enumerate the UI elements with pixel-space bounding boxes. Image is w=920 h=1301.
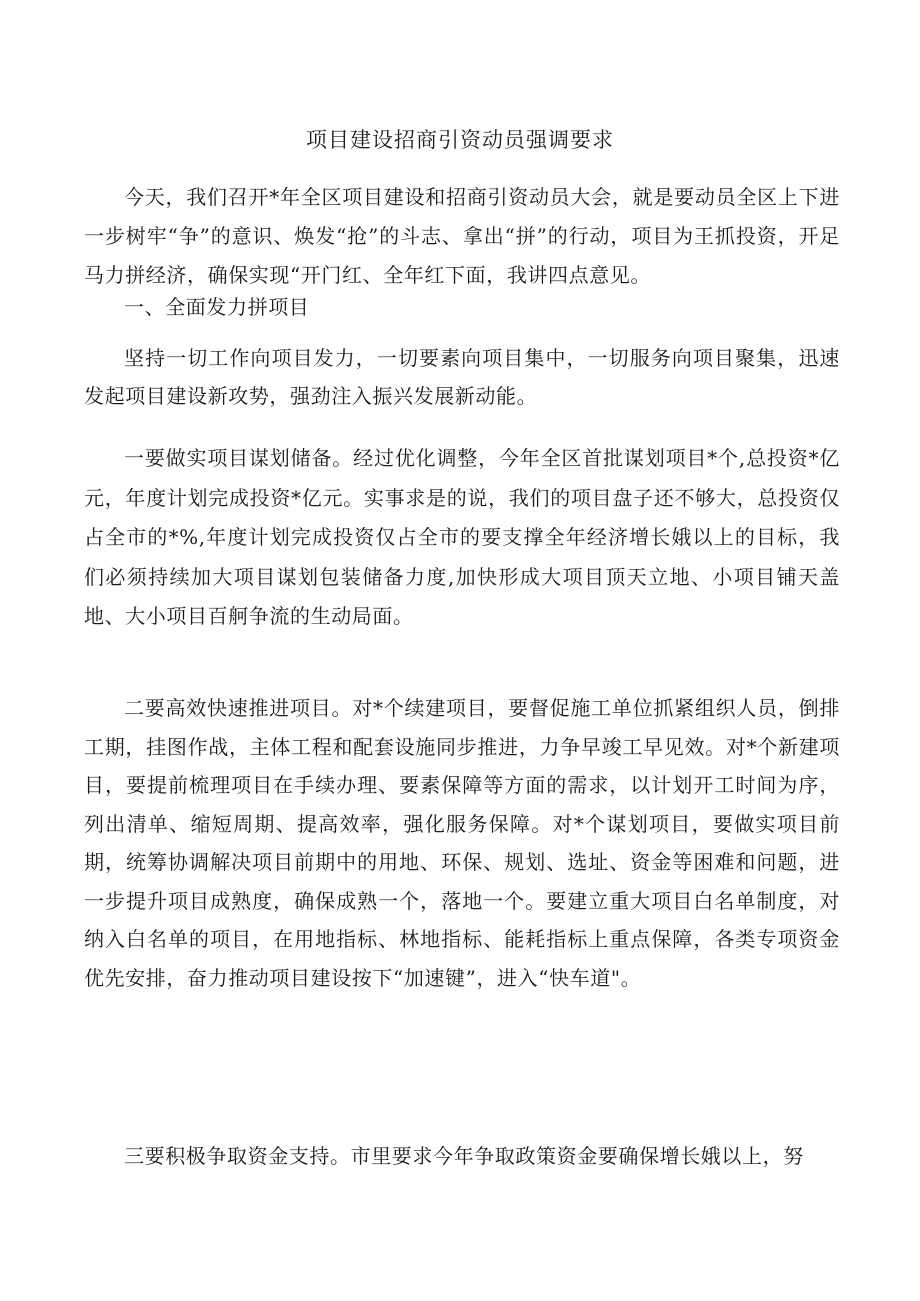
section-heading-1: 一、全面发力拼项目 [124, 295, 310, 319]
paragraph-2: 坚持一切工作向项目发力，一切要素向项目集中，一切服务向项目聚集，迅速发起项目建设新攻势，强劲注入振兴发展新动能。 [84, 346, 840, 408]
paragraph-4: 二要高效快速推进项目。对*个续建项目，要督促施工单位抓紧组织人员，倒排工期，挂图作战，主体工程和配套设施同步推进，力争早竣工早见效。对*个新建项目，要提前梳理项目在手续办理、要素保障等方面的需求，以计划开工时间为序，列出清单、缩短周期、提高效率，强化服务保障。对*个谋划项目，要做实项目前期，统筹协调解决项目前期中的用地、环保、规划、选址、资金等困难和问题，进一步提升项目成熟度，确保成熟一个，落地一个。要建立重大项目白名单制度，对纳入白名单的项目，在用地指标、林地指标、能耗指标上重点保障，各类专项资金优先安排，奋力推动项目建设按下“加速键”，进入“快车道"。 [84, 696, 840, 990]
paragraph-5: 三要积极争取资金支持。市里要求今年争取政策资金要确保增长娥以上，努 [124, 1144, 804, 1168]
paragraph-3: 一要做实项目谋划储备。经过优化调整，今年全区首批谋划项目*个,总投资*亿元，年度计划完成投资*亿元。实事求是的说，我们的项目盘子还不够大，总投资仅占全市的*%,年度计划完成投资仅占全市的要支撑全年经济增长娥以上的目标，我们必须持续加大项目谋划包装储备力度,加快形成大项目顶天立地、小项目铺天盖地、大小项目百舸争流的生动局面。 [84, 446, 840, 628]
paragraph-intro: 今天，我们召开*年全区项目建设和招商引资动员大会，就是要动员全区上下进一步树牢“争”的意识、焕发“抢”的斗志、拿出“拼”的行动，项目为王抓投资，开足马力拼经济，确保实现“开门红、全年红下面，我讲四点意见。 [84, 185, 840, 287]
document-title: 项目建设招商引资动员强调要求 [306, 128, 614, 152]
